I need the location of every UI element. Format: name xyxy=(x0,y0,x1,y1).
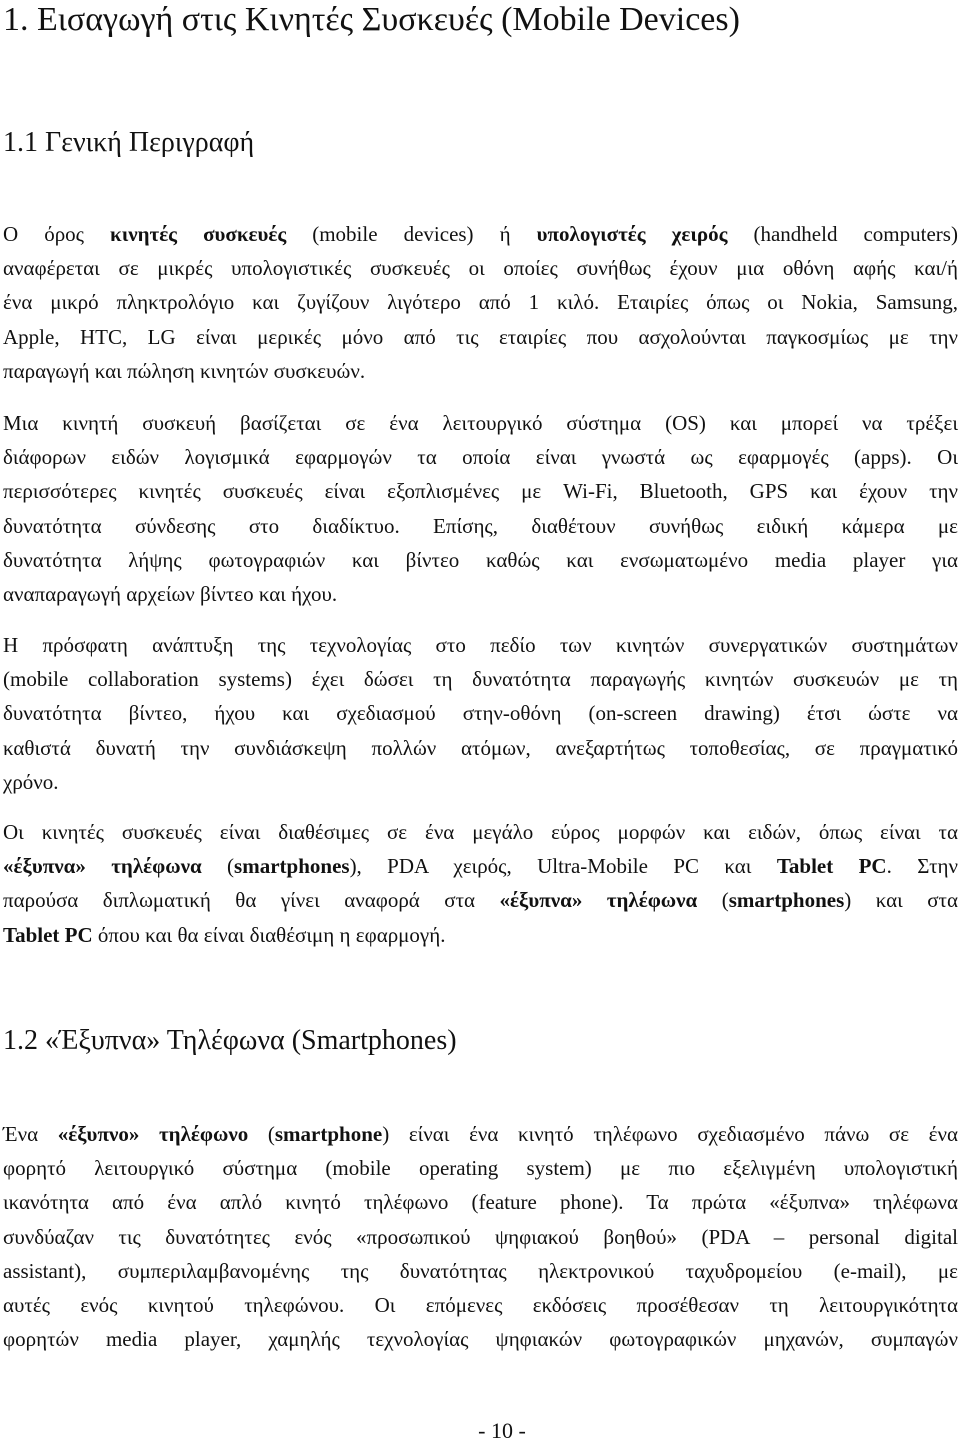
bold-term: κινητές συσκευές xyxy=(110,222,287,246)
text-run: ) και στα xyxy=(844,888,958,913)
paragraph-line: Οι κινητές συσκευές είναι διαθέσιμες σε ένα μεγάλο εύρος μορφών και ειδών, όπως είναι τα xyxy=(3,820,958,844)
paragraph-line: φορητό λειτουργικό σύστημα (mobile operating system) με πιο εξελιγμένη υπολογιστική xyxy=(3,1156,958,1181)
paragraph-line: Η πρόσφατη ανάπτυξη της τεχνολογίας στο πεδίο των κινητών συνεργατικών συστημάτων xyxy=(3,633,958,657)
paragraph-line: αυτές ενός κινητού τηλεφώνου. Οι επόμενες εκδόσεις προσέθεσαν τη λειτουργικότητα xyxy=(3,1293,958,1318)
section-heading-smartphones: 1.2 «Έξυπνα» Τηλέφωνα (Smartphones) xyxy=(3,1025,457,1056)
bold-term: «έξυπνα» τηλέφωνα xyxy=(3,854,202,879)
text-run: ( xyxy=(248,1122,275,1146)
paragraph-smartphone-definition xyxy=(3,1117,958,1356)
paragraph-os-and-apps xyxy=(3,406,958,611)
text-run: ( xyxy=(201,854,235,879)
paragraph-device-types xyxy=(3,815,958,952)
paragraph-line xyxy=(3,1117,958,1151)
text-run: Ο όρος xyxy=(3,222,111,246)
paragraph-line: καθιστά δυνατή την συνδιάσκεψη πολλών ατόμων, ανεξαρτήτως τοποθεσίας, σε πραγματικό xyxy=(3,735,958,760)
bold-term: smartphones xyxy=(728,888,845,913)
text-run: Ένα xyxy=(3,1122,58,1146)
text-run: ), PDA χειρός, Ultra-Mobile PC και xyxy=(349,854,777,879)
bold-term: Tablet PC xyxy=(3,922,93,947)
paragraph-line: Μια κινητή συσκευή βασίζεται σε ένα λειτουργικό σύστημα (OS) και μπορεί να τρέξει xyxy=(3,411,958,435)
paragraph-line: αναφέρεται σε μικρές υπολογιστικές συσκευές οι οποίες συνήθως έχουν μια οθόνη αφής και/ή xyxy=(3,256,958,281)
paragraph-line: δυνατότητα βίντεο, ήχου και σχεδιασμού στην-οθόνη (on-screen drawing) έτσι ώστε να xyxy=(3,701,958,726)
paragraph-line: δυνατότητα σύνδεσης στο διαδίκτυο. Επίσης, διαθέτουν συνήθως ειδική κάμερα με xyxy=(3,513,958,538)
text-run: ) είναι ένα κινητό τηλέφωνο σχεδιασμένο πάνω σε ένα xyxy=(382,1122,959,1146)
paragraph-line: assistant), συμπεριλαμβανομένης της δυνατότητας ηλεκτρονικού ταχυδρομείου (e-mail), με xyxy=(3,1258,959,1283)
paragraph-line: αναπαραγωγή αρχείων βίντεο και ήχου. xyxy=(3,582,338,607)
paragraph-line xyxy=(3,918,958,952)
bold-term: «έξυπνα» τηλέφωνα xyxy=(499,888,698,913)
page-number xyxy=(0,1418,960,1444)
bold-term: «έξυπνο» τηλέφωνο xyxy=(57,1122,249,1146)
paragraph-line: παραγωγή και πώληση κινητών συσκευών. xyxy=(3,358,366,383)
text-run: (mobile devices) ή xyxy=(286,222,537,246)
paragraph-line: φορητών media player, χαμηλής τεχνολογίας ψηφιακών φωτογραφικών μηχανών, συμπαγών xyxy=(3,1327,958,1352)
paragraph-line: ένα μικρό πληκτρολόγιο και ζυγίζουν λιγότερο από 1 κιλό. Εταιρίες όπως οι Nokia, Samsung, xyxy=(3,290,958,315)
paragraph-line xyxy=(3,217,958,251)
text-run: όπου και θα είναι διαθέσιμη η εφαρμογή. xyxy=(92,922,446,947)
paragraph-line: διάφορων ειδών λογισμικά εφαρμογών τα οποία είναι γνωστά ως εφαρμογές (apps). Οι xyxy=(3,445,958,470)
section-heading-general-description: 1.1 Γενική Περιγραφή xyxy=(3,127,255,158)
paragraph-line: συνδύαζαν τις δυνατότητες ενός «προσωπικού ψηφιακού βοηθού» (PDA – personal digital xyxy=(3,1224,958,1249)
bold-term: smartphone xyxy=(274,1122,383,1146)
paragraph-line xyxy=(3,849,958,883)
paragraph-line: (mobile collaboration systems) έχει δώσει τη δυνατότητα παραγωγής κινητών συσκευών με τη xyxy=(3,667,958,692)
bold-term: smartphones xyxy=(234,854,350,879)
bold-term: υπολογιστές χειρός xyxy=(536,222,728,246)
chapter-heading: 1. Εισαγωγή στις Κινητές Συσκευές (Mobile Devices) xyxy=(3,1,740,38)
bold-term: Tablet PC xyxy=(776,854,887,879)
paragraph-line xyxy=(3,883,958,917)
paragraph-line: χρόνο. xyxy=(3,769,59,794)
paragraph-line: περισσότερες κινητές συσκευές είναι εξοπλισμένες με Wi-Fi, Bluetooth, GPS και έχουν την xyxy=(3,479,958,504)
paragraph-line: Apple, HTC, LG είναι μερικές μόνο από τις εταιρίες που ασχολούνται παγκοσμίως με την xyxy=(3,324,958,349)
paragraph-mobile-devices-definition xyxy=(3,217,958,388)
paragraph-line: δυνατότητα λήψης φωτογραφιών και βίντεο καθώς και ενσωματωμένο media player για xyxy=(3,547,958,572)
page-number-text: - 10 - xyxy=(478,1418,526,1443)
text-run: . Στην xyxy=(886,854,958,879)
paragraph-line: ικανότητα από ένα απλό κινητό τηλέφωνο (feature phone). Τα πρώτα «έξυπνα» τηλέφωνα xyxy=(3,1190,958,1215)
text-run: ( xyxy=(697,888,729,913)
text-run: (handheld computers) xyxy=(727,222,958,246)
text-run: παρούσα διπλωματική θα γίνει αναφορά στα xyxy=(3,888,500,913)
paragraph-collaboration-systems xyxy=(3,628,958,799)
